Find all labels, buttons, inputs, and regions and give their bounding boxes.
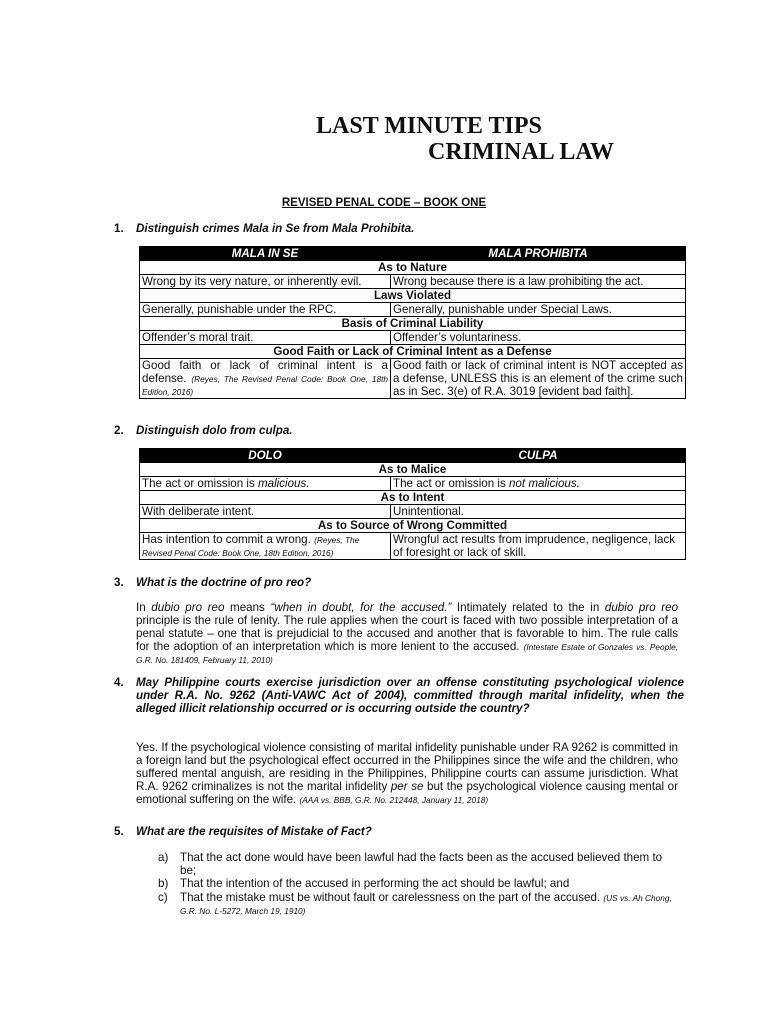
table-cell <box>391 477 686 491</box>
table-cell: Wrongful act results from imprudence, negligence, lack of foresight or lack of skill. <box>391 533 686 560</box>
list-item <box>158 877 678 890</box>
citation: (US vs. Ah Chong, G.R. No. L-5272, March 19, 1910) <box>180 892 672 916</box>
cell-text: The act or omission is <box>142 477 258 490</box>
cell-text: Has intention to commit a wrong. <box>142 533 311 546</box>
question-text: What is the doctrine of pro reo? <box>136 576 312 589</box>
section-heading: Laws Violated <box>140 289 686 303</box>
table-cell: Generally, punishable under Special Laws. <box>391 303 686 317</box>
cell-emphasis: malicious. <box>257 477 310 490</box>
citation: (Reyes, The Revised Penal Code: Book One, 18th Edition, 2016) <box>142 374 388 397</box>
answer-text: but the psychological violence causing mental or emotional suffering on the wife. <box>136 780 678 806</box>
table-cell <box>140 533 391 560</box>
table-row <box>140 359 686 399</box>
list-item <box>158 891 678 917</box>
list-item-body: That the mistake must be without fault or carelessness on the part of the accused. <box>180 890 601 904</box>
column-header: DOLO <box>140 449 391 463</box>
question-2 <box>114 424 684 437</box>
citation: (Reyes, The Revised Penal Code: Book One, 18th Edition, 2016) <box>142 535 360 558</box>
answer-emphasis: dubio pro reo <box>151 601 225 614</box>
table-row <box>140 303 686 317</box>
citation: (AAA vs. BBB, G.R. No. 212448, January 11, 2018) <box>299 795 489 805</box>
table-row <box>140 477 686 491</box>
question-5 <box>114 825 684 838</box>
table-cell: Unintentional. <box>391 505 686 519</box>
column-header: MALA IN SE <box>140 247 391 261</box>
question-number: 5. <box>114 825 124 838</box>
column-header: CULPA <box>391 449 686 463</box>
citation: (Intestate Estate of Gonzales vs. People, G.R. No. 181409, February 11, 2010) <box>136 642 678 665</box>
section-heading: As to Nature <box>140 261 686 275</box>
question-text: Distinguish dolo from culpa. <box>136 424 293 437</box>
answer-4 <box>136 741 678 806</box>
document-title-line1: LAST MINUTE TIPS <box>316 113 542 139</box>
question-number: 1. <box>114 222 124 235</box>
table-cell: Good faith or lack of criminal intent is NOT accepted as a defense, UNLESS this is an element of the crime such as in Sec. 3(e) of R.A. 3019 [evident bad faith]. <box>391 359 686 399</box>
table-cell: Generally, punishable under the RPC. <box>140 303 391 317</box>
column-header: MALA PROHIBITA <box>391 247 686 261</box>
answer-emphasis: “when in doubt, for the accused.” <box>270 601 452 614</box>
table-cell: Wrong because there is a law prohibiting the act. <box>391 275 686 289</box>
table-cell <box>140 477 391 491</box>
question-4 <box>114 676 684 716</box>
answer-text: Yes. If the psychological violence consisting of marital infidelity punishable under RA 9262 is committed in a foreign land but the psychological effect occurred in the Philippines since the wife and the children, who suffered mental anguish, are residing in the Philippines, Philippine courts can assume jurisdiction. What R.A. 9262 criminalizes is not the marital infidelity <box>136 741 678 793</box>
section-heading: As to Intent <box>140 491 686 505</box>
question-number: 2. <box>114 424 124 437</box>
section-subtitle: REVISED PENAL CODE – BOOK ONE <box>281 197 487 209</box>
question-3 <box>114 576 684 589</box>
list-item-text <box>180 891 678 917</box>
table-header-row <box>140 247 686 261</box>
answer-text: principle is the rule of lenity. The rule applies when the court is faced with two possible interpretation of a penal statute – one that is prejudicial to the accused and another that is favorable to him. The rule calls for the adoption of an interpretation which is more lenient to the accused. <box>136 614 678 653</box>
table-cell <box>140 359 391 399</box>
table-row <box>140 275 686 289</box>
dolo-culpa-table <box>139 448 686 560</box>
answer-emphasis: per se <box>390 780 424 793</box>
list-marker: a) <box>158 851 169 864</box>
table-row <box>140 331 686 345</box>
cell-emphasis: not malicious. <box>508 477 580 490</box>
requisites-list <box>158 851 678 917</box>
table-cell: Offender’s voluntariness. <box>391 331 686 345</box>
table-header-row <box>140 449 686 463</box>
document-title-line2: CRIMINAL LAW <box>428 139 615 165</box>
answer-3 <box>136 601 678 666</box>
section-heading: Good Faith or Lack of Criminal Intent as a Defense <box>140 345 686 359</box>
answer-text: Intimately related to the in <box>451 601 605 614</box>
question-text: May Philippine courts exercise jurisdiction over an offense constituting psychological violence under R.A. No. 9262 (Anti-VAWC Act of 2004), committed through marital infidelity, when the alleged illicit relationship occurred or is occurring outside the country? <box>136 676 684 716</box>
list-marker: c) <box>158 890 168 904</box>
answer-emphasis: dubio pro reo <box>604 601 679 614</box>
table-row <box>140 505 686 519</box>
question-text: Distinguish crimes Mala in Se from Mala Prohibita. <box>136 222 415 235</box>
section-heading: Basis of Criminal Liability <box>140 317 686 331</box>
question-number: 4. <box>114 676 124 689</box>
table-cell: Offender’s moral trait. <box>140 331 391 345</box>
table-cell: With deliberate intent. <box>140 505 391 519</box>
answer-text: means <box>224 601 271 614</box>
question-text: What are the requisites of Mistake of Fact? <box>136 825 372 838</box>
section-heading: As to Source of Wrong Committed <box>140 519 686 533</box>
list-item <box>158 851 678 877</box>
list-item-text: That the act done would have been lawful had the facts been as the accused believed them to be; <box>180 851 663 878</box>
mala-comparison-table <box>139 246 686 399</box>
list-item-text: That the intention of the accused in performing the act should be lawful; and <box>180 877 570 891</box>
question-number: 3. <box>114 576 124 589</box>
table-cell: Wrong by its very nature, or inherently evil. <box>140 275 391 289</box>
answer-text: In <box>136 601 152 614</box>
cell-text: The act or omission is <box>393 477 509 490</box>
cell-text: Good faith or lack of criminal intent is a defense. <box>142 359 388 385</box>
list-marker: b) <box>158 877 169 891</box>
section-heading: As to Malice <box>140 463 686 477</box>
question-1 <box>114 222 684 235</box>
table-row <box>140 533 686 560</box>
